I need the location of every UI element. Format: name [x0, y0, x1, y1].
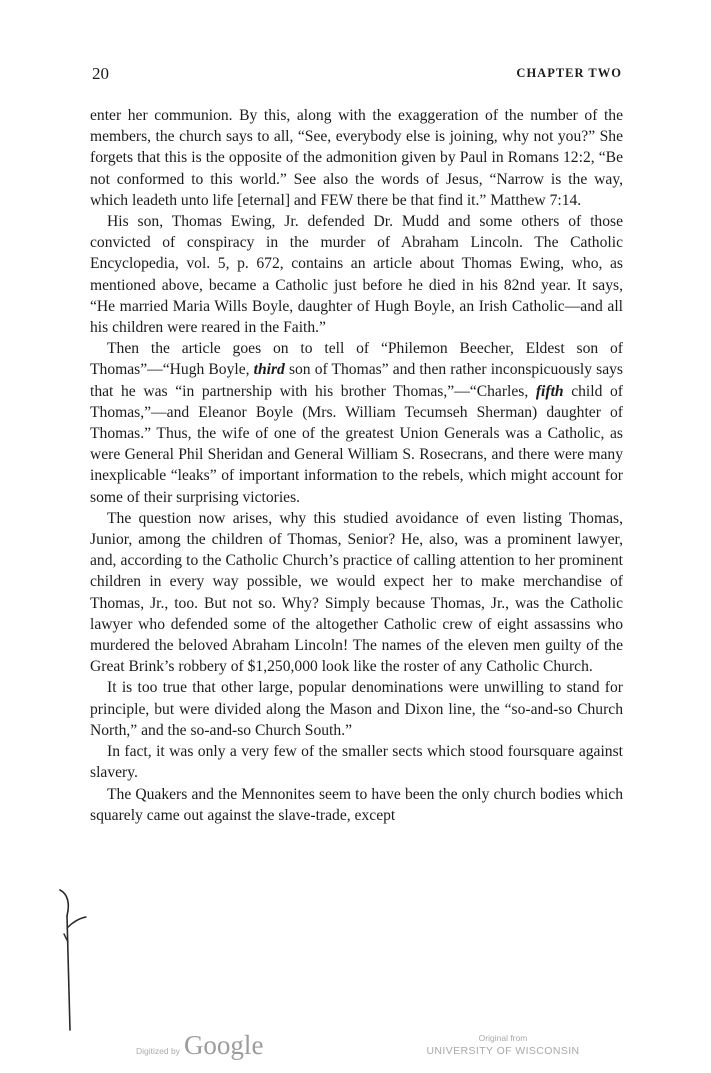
- paragraph-5: It is too true that other large, popular denominations were unwilling to stand for principle, but were divided along the Mason and Dixon line, the “so-and-so Church North,” and the so-and-so Church South.”: [90, 679, 623, 739]
- emphasis-third: third: [253, 361, 285, 379]
- chapter-title: CHAPTER TWO: [516, 66, 622, 80]
- body-text: [90, 105, 623, 826]
- paragraph-1: enter her communion. By this, along with the exaggeration of the number of the members, the church says to all, “See, everybody else is joining, why not you?” She forgets that this is the opposite of the admonition given by Paul in Romans 12:2, “Be not conformed to this world.” See also the words of Jesus, “Narrow is the way, which leadeth unto life [eternal] and FEW there be that find it.” Matthew 7:14.: [90, 107, 623, 209]
- original-source: [413, 1033, 593, 1057]
- paragraph-4: The question now arises, why this studied avoidance of even listing Thomas, Junior, among the children of Thomas, Senior? He, also, was a prominent lawyer, and, according to the Catholic Church’s practice of calling attention to her prominent children in every way possible, we would expect her to make merchandise of Thomas, Jr., too. But not so. Why? Simply because Thomas, Jr., was the Catholic lawyer who defended some of the altogether Catholic crew of eight assassins who murdered the beloved Abraham Lincoln! The names of the eleven men guilty of the Great Brink’s robbery of $1,250,000 look like the roster of any Catholic Church.: [90, 509, 623, 676]
- digitized-by-label: Digitized by: [136, 1046, 180, 1056]
- paragraph-3-text-a: Then the article goes on to tell of “Philemon Beecher, Eldest son of Thomas”—“Hugh Boyle,: [90, 340, 623, 379]
- paragraph-7: The Quakers and the Mennonites seem to have been the only church bodies which squarely came out against the slave-trade, except: [90, 785, 623, 824]
- library-name: UNIVERSITY OF WISCONSIN: [426, 1045, 580, 1057]
- paragraph-6: In fact, it was only a very few of the smaller sects which stood foursquare against slavery.: [90, 743, 623, 782]
- paragraph-3: [90, 338, 623, 508]
- paragraph-2: His son, Thomas Ewing, Jr. defended Dr. Mudd and some others of those convicted of conspiracy in the murder of Abraham Lincoln. The Catholic Encyclopedia, vol. 5, p. 672, contains an article about Thomas Ewing, who, as mentioned above, became a Catholic just before he died in his 82nd year. It says, “He married Maria Wills Boyle, daughter of Hugh Boyle, an Irish Catholic—and all his children were reared in the Faith.”: [90, 213, 623, 337]
- original-from-label: Original from: [478, 1033, 528, 1043]
- page-header: [92, 64, 622, 88]
- page-number: 20: [92, 64, 109, 83]
- handwritten-margin-mark: [40, 882, 90, 1032]
- digitized-by-google: [136, 1030, 263, 1070]
- emphasis-fifth: fifth: [535, 382, 564, 400]
- paragraph-3-text-c: child of Thomas,”—and Eleanor Boyle (Mrs. William Tecumseh Sherman) daughter of Thomas.” Thus, the wife of one of the greatest Union Generals was a Catholic, as were General Phil Sheridan and General William S. Rosecrans, and there were many inexplicable “leaks” of important information to the rebels, which might account for some of their surprising victories.: [90, 382, 623, 506]
- google-logo: Google: [183, 1030, 264, 1060]
- paragraph-3-text-b: son of Thomas” and then rather inconspicuously says that he was “in partnership with his brother Thomas,”—“Charles,: [90, 361, 623, 400]
